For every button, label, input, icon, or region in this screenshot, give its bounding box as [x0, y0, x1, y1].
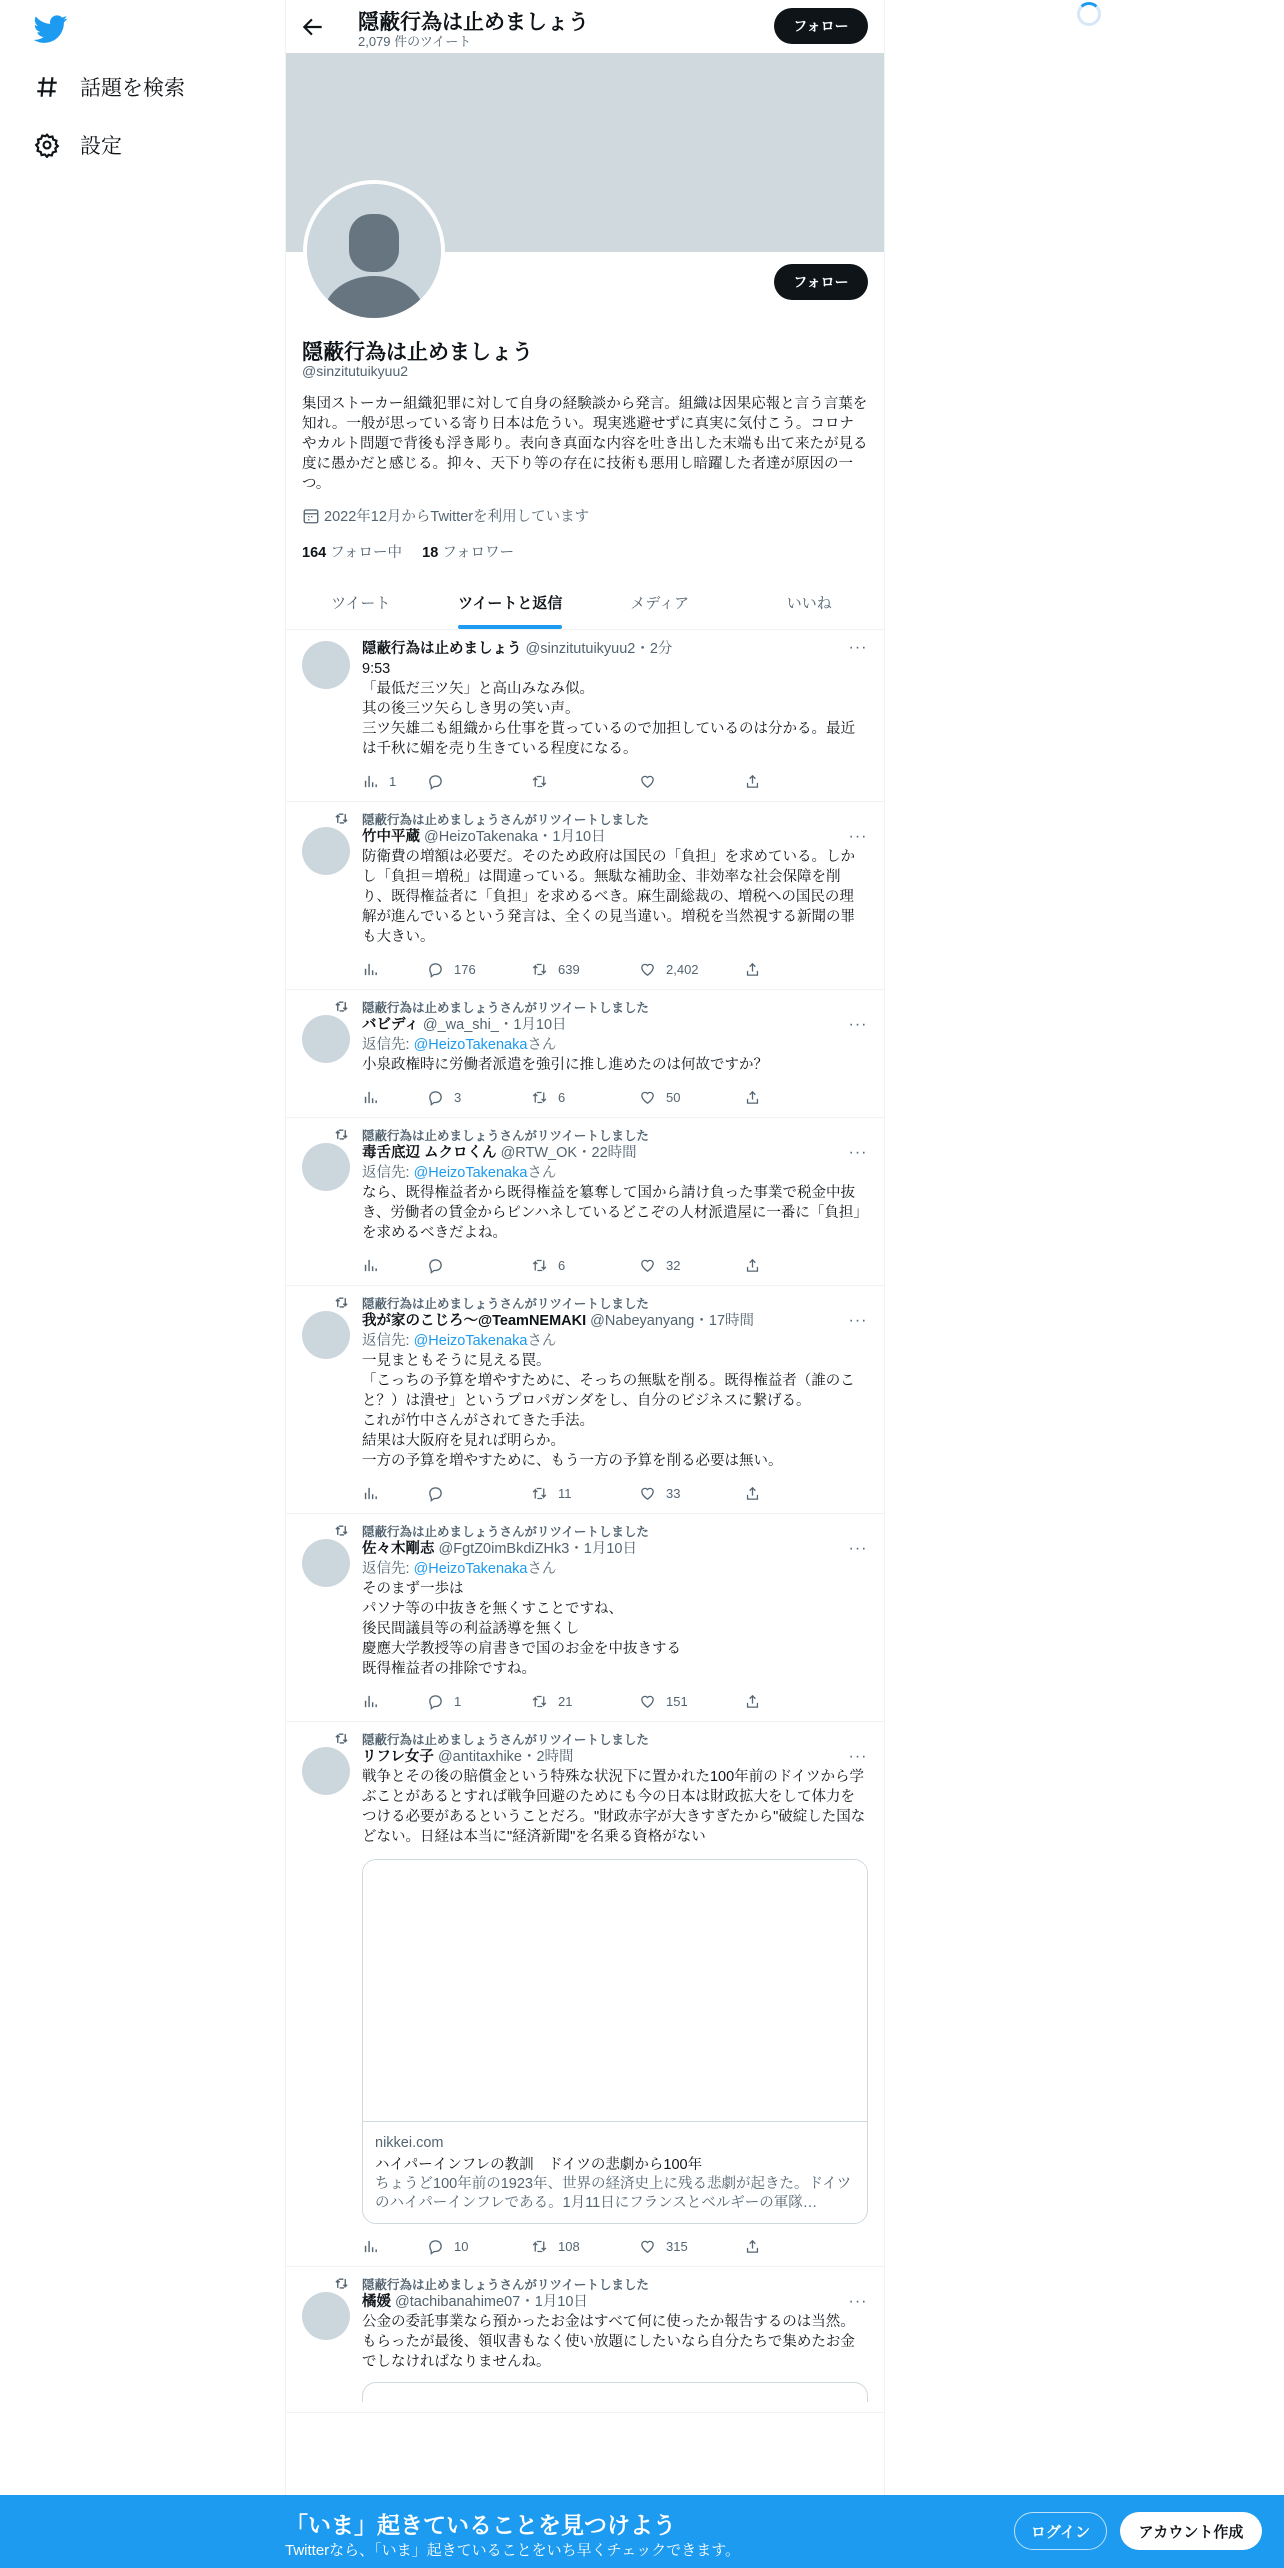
tweet-author-meta: @tachibanahime07・1月10日 [395, 2294, 588, 2310]
tweet-header [362, 2292, 868, 2312]
share-button[interactable] [744, 773, 784, 790]
reply-suffix: さん [527, 1333, 557, 1349]
tweet[interactable] [286, 631, 884, 802]
heart-icon [639, 1693, 656, 1710]
tweet-author-name[interactable]: リフレ女子 [362, 1749, 434, 1765]
tweet-author-meta: @HeizoTakenaka・1月10日 [424, 829, 606, 845]
profile-stats [302, 541, 514, 562]
tweet-author-meta: @RTW_OK・22時間 [500, 1145, 637, 1161]
share-button[interactable] [744, 1089, 784, 1106]
retweet-label: 隠蔽行為は止めましょうさんがリツイートしました [362, 813, 649, 827]
tweet-actions [362, 1691, 868, 1711]
reply-to-line [362, 1035, 868, 1055]
retweet-small-icon [334, 811, 349, 826]
like-button[interactable] [639, 1693, 744, 1710]
reply-button[interactable] [427, 1485, 531, 1502]
heart-icon [639, 1257, 656, 1274]
reply-count: 1 [454, 1693, 462, 1709]
like-button[interactable] [639, 2238, 744, 2255]
tweet-header [362, 1015, 868, 1035]
views-button[interactable] [362, 1257, 427, 1274]
sidebar-item-explore[interactable] [34, 62, 185, 112]
retweet-icon [531, 1257, 548, 1274]
tweet-header [362, 1747, 868, 1767]
tweet-text: 9:53 「最低だ三ツ矢」と高山みなみ似。 其の後三ツ矢らしき男の笑い声。 三ツ矢雄二も組織から仕事を貰っているので加担しているのは分かる。最近は千秋に媚を売り生きている程度になる。 [362, 661, 855, 757]
like-count: 32 [666, 1257, 681, 1273]
tweet[interactable] [286, 1722, 884, 2267]
reply-to-handle-link[interactable]: @HeizoTakenaka [413, 1165, 528, 1181]
more-options-icon[interactable]: ··· [848, 1748, 868, 1765]
reply-button[interactable] [427, 1089, 531, 1106]
reply-button[interactable] [427, 961, 531, 978]
share-icon [744, 2238, 761, 2255]
like-count: 2,402 [666, 961, 699, 977]
tweet-header [362, 827, 868, 847]
reply-to-line [362, 1331, 868, 1351]
retweet-icon [531, 1693, 548, 1710]
sidebar-item-label: 話題を検索 [80, 77, 185, 100]
retweet-label: 隠蔽行為は止めましょうさんがリツイートしました [362, 1525, 649, 1539]
tweet-actions [362, 1087, 868, 1107]
tweet-text: そのまず一歩は パソナ等の中抜きを無くすことですね、 後民間議員等の利益誘導を無くし 慶應大学教授等の肩書きで国のお金を中抜きする 既得権益者の排除ですね。 [362, 1581, 681, 1677]
views-button[interactable] [362, 1089, 427, 1106]
more-options-icon[interactable]: ··· [848, 2293, 868, 2310]
followers-link[interactable] [422, 545, 514, 561]
tweet[interactable] [286, 990, 884, 1118]
reply-count: 3 [454, 1089, 462, 1105]
like-count: 33 [666, 1485, 681, 1501]
share-icon [744, 1693, 761, 1710]
followers-label: フォロワー [442, 545, 515, 561]
tweet-author-name[interactable]: 佐々木剛志 [362, 1541, 435, 1557]
retweet-count: 108 [558, 2238, 580, 2254]
retweet-count: 6 [558, 1089, 566, 1105]
like-button[interactable] [639, 773, 744, 790]
like-count: 151 [666, 1693, 688, 1709]
following-label: フォロー中 [330, 545, 403, 561]
reply-count: 176 [454, 961, 476, 977]
reply-count: 10 [454, 2238, 469, 2254]
tweet-author-name[interactable]: 我が家のこじろ〜@TeamNEMAKI [362, 1313, 587, 1329]
heart-icon [639, 1485, 656, 1502]
login-prompt-bar [0, 2495, 1284, 2568]
retweet-label: 隠蔽行為は止めましょうさんがリツイートしました [362, 2278, 649, 2292]
views-count: 1 [389, 773, 397, 789]
reply-to-handle-link[interactable]: @HeizoTakenaka [413, 1561, 528, 1577]
more-options-icon[interactable]: ··· [848, 828, 868, 845]
views-chart-icon [362, 961, 379, 978]
tweet[interactable] [286, 802, 884, 990]
tweet-text: 小泉政権時に労働者派遣を強引に推し進めたのは何故ですか？ [362, 1057, 768, 1073]
hashtag-icon [34, 74, 60, 100]
like-button[interactable] [639, 961, 744, 978]
reply-icon [427, 1089, 444, 1106]
link-card-domain: nikkei.com [375, 2135, 444, 2151]
link-card-image [363, 1860, 867, 2122]
link-card-title: ハイパーインフレの教訓 ドイツの悲劇から100年 [375, 2157, 703, 2173]
tweet-author-name[interactable]: バビディ [362, 1017, 419, 1033]
retweet-indicator [362, 1522, 868, 1538]
reply-to-line [362, 1559, 868, 1579]
retweet-count: 11 [558, 1485, 572, 1501]
like-count: 315 [666, 2238, 688, 2254]
heart-icon [639, 1089, 656, 1106]
like-count: 50 [666, 1089, 681, 1105]
retweet-small-icon [334, 2276, 349, 2291]
tweet-header [362, 1143, 868, 1163]
reply-icon [427, 1257, 444, 1274]
reply-prefix: 返信先: [362, 1165, 414, 1181]
reply-to-handle-link[interactable]: @HeizoTakenaka [413, 1333, 528, 1349]
tweet-avatar[interactable] [302, 827, 350, 875]
tweet-text: 戦争とその後の賠償金という特殊な状況下に置かれた100年前のドイツから学ぶことがあるとすれば戦争回避のためにも今の日本は財政拡大をして体力をつける必要があるということだろ。"財政赤字が大きすぎたから"破綻した国などない。日経は本当に"経済新聞"を名乗る資格がない [362, 1769, 866, 1845]
share-button[interactable] [744, 961, 784, 978]
tweet-text: なら、既得権益者から既得権益を簒奪して国から請け負った事業で税金中抜き、労働者の賃金からピンハネしているどこぞの人材派遣屋に一番に「負担」を求めるべきだよね。 [362, 1185, 868, 1241]
reply-suffix: さん [527, 1561, 557, 1577]
retweet-button[interactable] [531, 1089, 639, 1106]
more-options-icon[interactable]: ··· [848, 1312, 868, 1329]
reply-prefix: 返信先: [362, 1333, 414, 1349]
profile-follow-button[interactable]: フォロー [774, 264, 868, 300]
tweet-author-meta: @FgtZ0imBkdiZHk3・1月10日 [438, 1541, 637, 1557]
share-icon [744, 773, 761, 790]
like-button[interactable] [639, 1089, 744, 1106]
tweet-avatar[interactable] [302, 1747, 350, 1795]
views-chart-icon [362, 1693, 379, 1710]
profile-bio: 集団ストーカー組織犯罪に対して自身の経験談から発言。組織は因果応報と言う言葉を知れ。一般が思っている寄り日本は危うい。現実逃避せずに真実に気付こう。コロナやカルト問題で背後も浮き彫り。表向き真面な内容を吐き出した末端も出て来たが見る度に愚かだと感じる。抑々、天下り等の存在に技術も悪用し暗躍した者達が原因の一つ。 [302, 396, 868, 492]
share-icon [744, 961, 761, 978]
reply-suffix: さん [527, 1037, 557, 1053]
retweet-indicator [362, 1294, 868, 1310]
retweet-indicator [362, 1126, 868, 1142]
tweet[interactable] [286, 1118, 884, 1286]
share-icon [744, 1089, 761, 1106]
tweet-author-name[interactable]: 橘媛 [362, 2294, 391, 2310]
sidebar-item-settings[interactable] [34, 120, 122, 170]
sidebar [0, 0, 285, 2568]
tab-tweets-and-replies[interactable]: ツイートと返信 [436, 575, 586, 629]
reply-button[interactable] [427, 2238, 531, 2255]
reply-icon [427, 961, 444, 978]
profile-name: 隠蔽行為は止めましょう [302, 341, 533, 364]
signup-button[interactable]: アカウント作成 [1120, 2512, 1262, 2550]
retweet-small-icon [334, 1295, 349, 1310]
tab-likes[interactable]: いいね [786, 594, 832, 612]
more-options-icon[interactable]: ··· [848, 1144, 868, 1161]
heart-icon [639, 961, 656, 978]
prompt-subtitle: Twitterなら、「いま」起きていることをいち早くチェックできます。 [285, 2542, 741, 2559]
reply-button[interactable] [427, 1693, 531, 1710]
retweet-indicator [362, 998, 868, 1014]
followers-count: 18 [422, 545, 439, 561]
main-column [285, 0, 885, 2568]
views-button[interactable] [362, 2238, 427, 2255]
tweet-author-name[interactable]: 竹中平蔵 [362, 829, 420, 845]
share-icon [744, 1485, 761, 1502]
profile-avatar[interactable] [303, 180, 445, 322]
retweet-button[interactable] [531, 2238, 639, 2255]
tweet-text: 防衛費の増額は必要だ。そのため政府は国民の「負担」を求めている。しかし「負担＝増税」は間違っている。無駄な補助金、非効率な社会保障を削り、既得権益者に「負担」を求めるべき。麻生副総裁の、増税への国民の理解が進んでいるという発言は、全くの見当違い。増税を当然視する新聞の罪も大きい。 [362, 849, 855, 945]
heart-icon [639, 2238, 656, 2255]
profile-tabs [286, 575, 884, 630]
profile-joined-date [302, 505, 589, 526]
retweet-label: 隠蔽行為は止めましょうさんがリツイートしました [362, 1001, 649, 1015]
profile-header-bar [286, 0, 884, 53]
twitter-bird-icon[interactable] [34, 12, 68, 46]
retweet-indicator [362, 810, 868, 826]
header-profile-name: 隠蔽行為は止めましょう [358, 11, 589, 34]
reply-to-handle-link[interactable]: @HeizoTakenaka [413, 1037, 528, 1053]
reply-button[interactable] [427, 1257, 531, 1274]
following-count: 164 [302, 545, 327, 561]
prompt-title: 「いま」起きていることを見つけよう [285, 2512, 676, 2538]
loading-spinner-icon [1077, 2, 1101, 26]
views-button[interactable] [362, 1485, 427, 1502]
retweet-button[interactable] [531, 773, 639, 790]
login-button[interactable]: ログイン [1014, 2512, 1107, 2550]
retweet-label: 隠蔽行為は止めましょうさんがリツイートしました [362, 1297, 649, 1311]
tweet-actions [362, 1255, 868, 1275]
share-button[interactable] [744, 2238, 784, 2255]
tweet-header [362, 1311, 868, 1331]
header-tweet-count: 2,079 件のツイート [358, 34, 472, 49]
retweet-count: 639 [558, 961, 580, 977]
retweet-button[interactable] [531, 961, 639, 978]
views-chart-icon [362, 1257, 379, 1274]
tweet-header [362, 639, 868, 659]
reply-icon [427, 1485, 444, 1502]
retweet-label: 隠蔽行為は止めましょうさんがリツイートしました [362, 1733, 649, 1747]
views-chart-icon [362, 2238, 379, 2255]
sidebar-item-label: 設定 [80, 135, 122, 158]
retweet-icon [531, 961, 548, 978]
tweet-timeline [286, 631, 884, 2413]
reply-icon [427, 773, 444, 790]
reply-prefix: 返信先: [362, 1561, 414, 1577]
link-card[interactable] [362, 1859, 868, 2224]
like-button[interactable] [639, 1485, 744, 1502]
tab-media[interactable]: メディア [630, 594, 690, 612]
retweet-label: 隠蔽行為は止めましょうさんがリツイートしました [362, 1129, 649, 1143]
views-button[interactable] [362, 1693, 427, 1710]
gear-icon [34, 132, 60, 158]
tweet-avatar[interactable] [302, 1143, 350, 1191]
tweet-actions [362, 959, 868, 979]
share-button[interactable] [744, 1257, 784, 1274]
tweet-text: 公金の委託事業なら預かったお金はすべて何に使ったか報告するのは当然。 もらったが最後、領収書もなく使い放題にしたいなら自分たちで集めたお金でしなければなりませんね。 [362, 2314, 855, 2370]
tweet-author-name[interactable]: 隠蔽行為は止めましょう [362, 641, 522, 657]
retweet-small-icon [334, 1731, 349, 1746]
tweet-header [362, 1539, 868, 1559]
more-options-icon[interactable]: ··· [848, 1540, 868, 1557]
tweet-avatar[interactable] [302, 2292, 350, 2340]
tweet-author-meta: @Nabeyanyang・17時間 [590, 1313, 755, 1329]
tweet-actions [362, 1483, 868, 1503]
more-options-icon[interactable]: ··· [848, 1016, 868, 1033]
reply-icon [427, 1693, 444, 1710]
joined-text: 2022年12月からTwitterを利用しています [324, 509, 590, 525]
retweet-icon [531, 1485, 548, 1502]
retweet-count: 6 [558, 1257, 566, 1273]
tweet-actions [362, 2236, 868, 2256]
following-link[interactable] [302, 545, 402, 561]
views-chart-icon [362, 1485, 379, 1502]
views-button[interactable] [362, 961, 427, 978]
reply-to-line [362, 1163, 868, 1183]
tweet-author-meta: @antitaxhike・2時間 [437, 1749, 574, 1765]
retweet-small-icon [334, 1127, 349, 1142]
heart-icon [639, 773, 656, 790]
tab-tweets[interactable]: ツイート [331, 594, 391, 612]
link-card-description: ちょうど100年前の1923年、世界の経済史上に残る悲劇が起きた。ドイツのハイパーインフレである。1月11日にフランスとベルギーの軍隊… [375, 2176, 852, 2211]
share-button[interactable] [744, 1693, 784, 1710]
profile-handle: @sinzitutuikyuu2 [302, 363, 409, 379]
default-avatar-icon [307, 184, 441, 318]
views-button[interactable] [362, 773, 427, 790]
tweet-text: 一見まともそうに見える罠。 「こっちの予算を増やすために、そっちの無駄を削る。既得権益者（誰のこと？）は潰せ」というプロパガンダをし、自分のビジネスに繋げる。 これが竹中さんがされてきた手法。 結果は大阪府を見れば明らか。 一方の予算を増やすために、もう一方の予算を削る必要は無い。 [362, 1353, 855, 1469]
retweet-indicator [362, 2275, 868, 2291]
retweet-button[interactable] [531, 1485, 639, 1502]
tweet-avatar[interactable] [302, 1015, 350, 1063]
share-button[interactable] [744, 1485, 784, 1502]
share-icon [744, 1257, 761, 1274]
tweet-actions [362, 771, 868, 791]
reply-prefix: 返信先: [362, 1037, 414, 1053]
retweet-button[interactable] [531, 1257, 639, 1274]
retweet-icon [531, 2238, 548, 2255]
retweet-icon [531, 1089, 548, 1106]
header-follow-button[interactable]: フォロー [774, 8, 868, 44]
reply-icon [427, 2238, 444, 2255]
tweet-author-meta: @_wa_shi_・1月10日 [422, 1017, 567, 1033]
more-options-icon[interactable]: ··· [848, 639, 868, 656]
tweet[interactable] [286, 1514, 884, 1722]
retweet-small-icon [334, 1523, 349, 1538]
views-chart-icon [362, 1089, 379, 1106]
retweet-count: 21 [558, 1693, 573, 1709]
tweet[interactable] [286, 2267, 884, 2413]
like-button[interactable] [639, 1257, 744, 1274]
quoted-tweet-card[interactable] [362, 2382, 868, 2402]
tweet-avatar[interactable] [302, 1311, 350, 1359]
views-chart-icon [362, 773, 379, 790]
retweet-indicator [362, 1730, 868, 1746]
tweet-author-name[interactable]: 毒舌底辺 ムクロくん [362, 1145, 497, 1161]
tweet[interactable] [286, 1286, 884, 1514]
retweet-small-icon [334, 999, 349, 1014]
calendar-icon [302, 507, 320, 525]
reply-button[interactable] [427, 773, 531, 790]
back-arrow-icon[interactable] [300, 14, 326, 40]
tweet-avatar[interactable] [302, 1539, 350, 1587]
retweet-button[interactable] [531, 1693, 639, 1710]
tweet-avatar[interactable] [302, 641, 350, 689]
reply-suffix: さん [527, 1165, 557, 1181]
retweet-icon [531, 773, 548, 790]
tweet-author-meta: @sinzitutuikyuu2・2分 [525, 641, 673, 657]
